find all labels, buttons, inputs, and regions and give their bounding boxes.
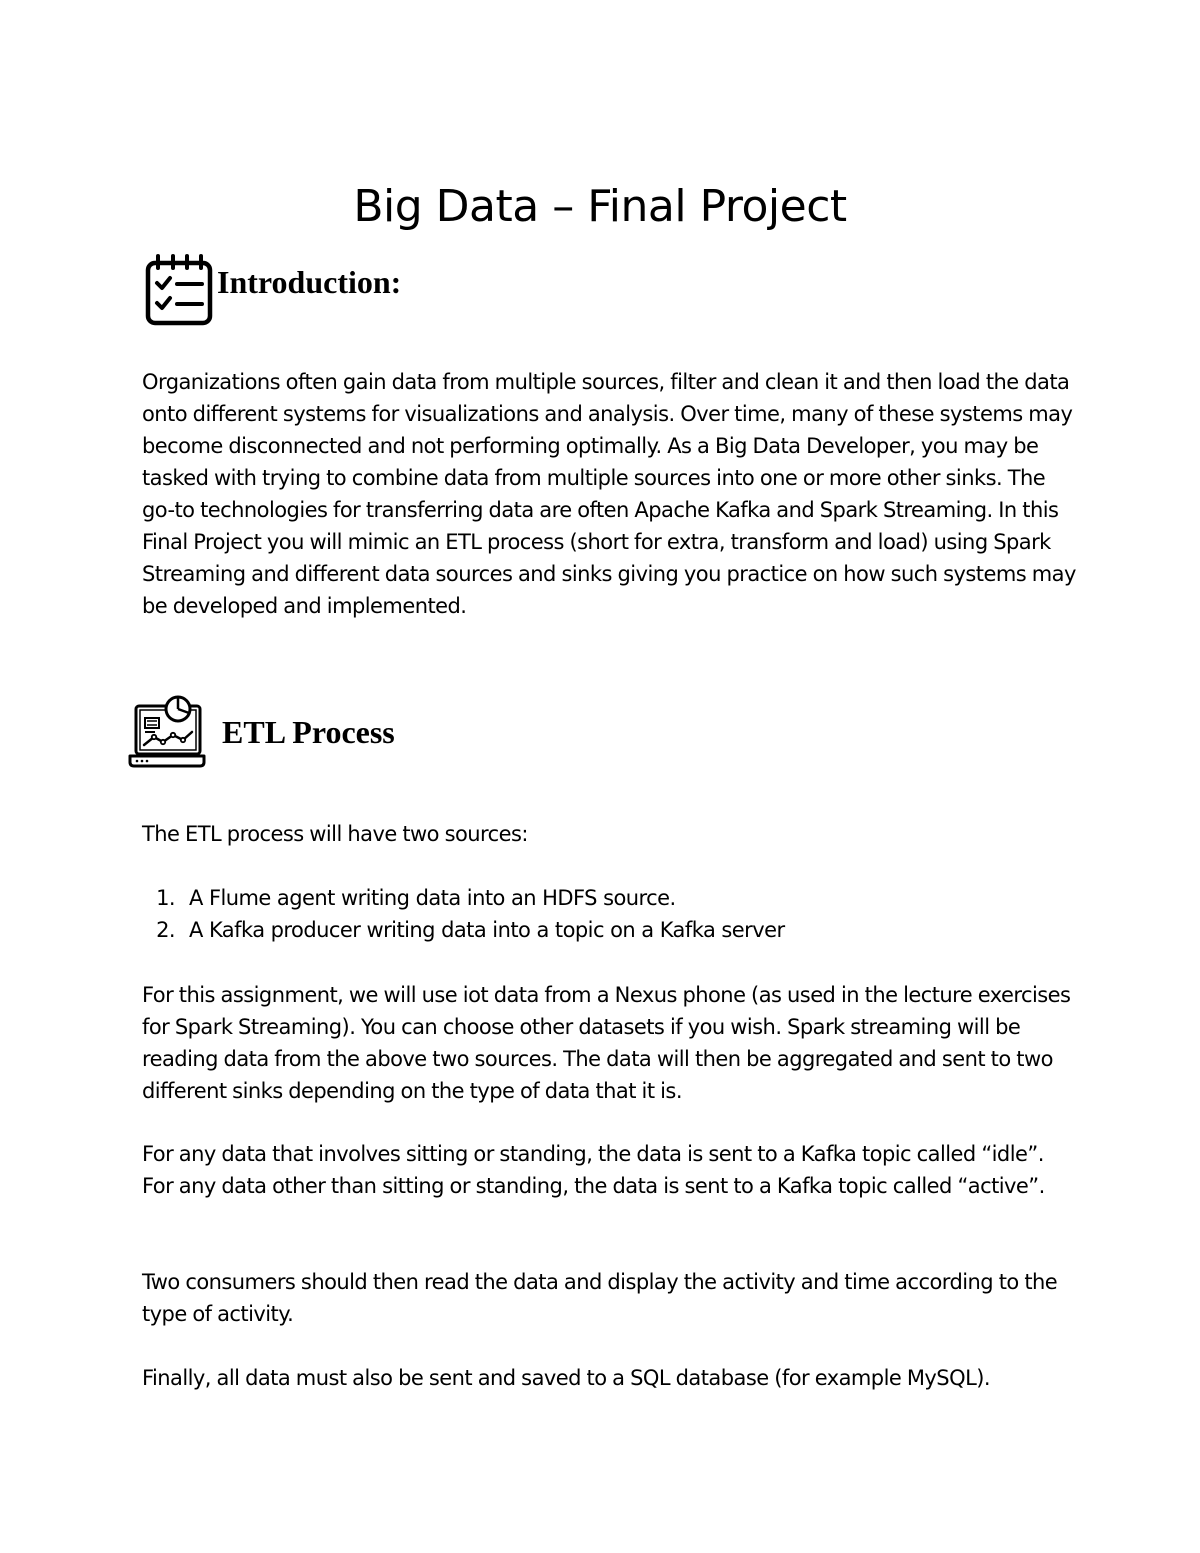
dataset-paragraph: For this assignment, we will use iot data from a Nexus phone (as used in the lecture exercises for Spark Streaming). You can choose other datasets if you wish. Spark streaming will be reading data from the above two sources. The data will then be aggregated and sent to two different sinks depending on the type of data that it is.: [142, 983, 1071, 1103]
introduction-paragraph: Organizations often gain data from multiple sources, filter and clean it and then load the data onto different systems for visualizations and analysis. Over time, many of these systems may become disconnected and not performing optimally. As a Big Data Developer, you may be tasked with trying to combine data from multiple sources into one or more other sinks. The go-to technologies for transferring data are often Apache Kafka and Spark Streaming. In this Final Project you will mimic an ETL process (short for extra, transform and load) using Spark Streaming and different data sources and sinks giving you practice on how such systems may be developed and implemented.: [142, 370, 1076, 618]
page-title: Big Data – Final Project: [353, 181, 847, 233]
list-item-text: A Kafka producer writing data into a topic on a Kafka server: [189, 918, 785, 942]
analytics-dashboard-icon: [128, 694, 206, 772]
introduction-heading: Introduction:: [217, 264, 402, 300]
list-item: [142, 882, 1077, 914]
list-item: [142, 914, 1077, 946]
etl-process-header: [128, 694, 395, 772]
kafka-topics-paragraph: For any data that involves sitting or standing, the data is sent to a Kafka topic called “idle”. For any data other than sitting or standing, the data is sent to a Kafka topic called “active”.: [142, 1142, 1045, 1198]
checklist-calendar-icon: [143, 252, 215, 326]
list-item-number: 2.: [156, 918, 175, 942]
list-item-text: A Flume agent writing data into an HDFS source.: [189, 886, 676, 910]
sources-list: [142, 882, 1077, 946]
sources-intro-paragraph: The ETL process will have two sources:: [142, 822, 528, 846]
introduction-header: [143, 252, 401, 326]
etl-process-heading: ETL Process: [222, 714, 395, 750]
consumers-paragraph: Two consumers should then read the data and display the activity and time according to the type of activity.: [142, 1270, 1058, 1326]
sql-paragraph: Finally, all data must also be sent and saved to a SQL database (for example MySQL).: [142, 1366, 990, 1390]
list-item-number: 1.: [156, 886, 175, 910]
